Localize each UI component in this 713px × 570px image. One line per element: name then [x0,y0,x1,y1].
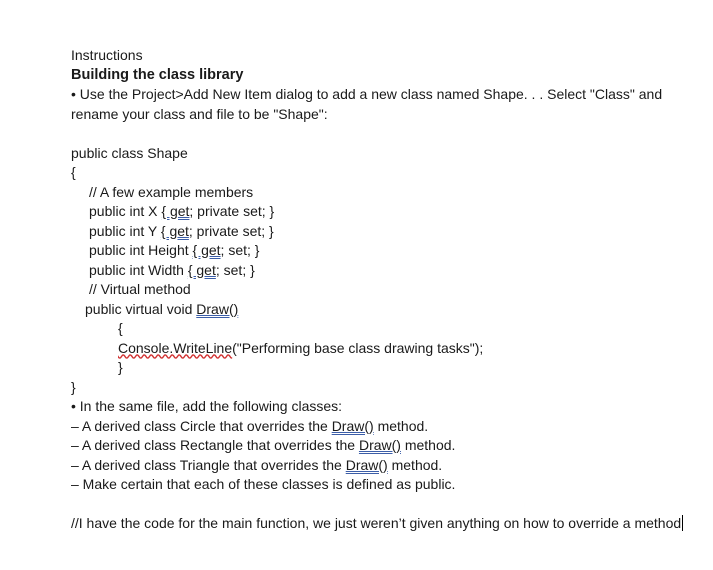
spelling-underline: { get [192,242,221,258]
code-text: public int Width [89,261,188,278]
code-text: ; set; } [215,261,255,278]
code-text: ; private set; } [188,222,274,239]
blank-line [71,495,691,515]
doc-title: Instructions [71,47,143,63]
code-text: ; set; } [220,242,260,258]
code-property-y [71,222,691,242]
instruction-bullet-1: • Use the Project>Add New Item dialog to add a new class named Shape. . . Select "Class" and rename your class and file to be "Shape": [71,86,663,122]
code-method-close-brace: } [118,359,123,375]
code-text: ("Performing base class drawing tasks"); [232,339,484,356]
spelling-underline: { get [161,203,190,219]
code-method-open-brace: { [118,320,123,336]
text-cursor [682,515,683,531]
spelling-underline: Draw() [345,456,388,473]
code-text: public int X [89,203,162,219]
list-text: – A derived class Triangle that overrides the [71,456,346,473]
code-comment-members: // A few example members [89,183,254,200]
section-heading: Building the class library [71,66,244,83]
list-text: – A derived class Circle that overrides the [71,417,332,434]
list-item [71,436,691,456]
code-console-writeline [71,339,691,359]
blank-line [71,124,691,144]
list-item [71,417,691,437]
list-text: – A derived class Rectangle that overrides the [71,437,359,453]
spelling-underline: { get [160,222,189,239]
document-body[interactable] [71,46,691,534]
code-block [71,144,691,398]
list-item [71,456,691,476]
code-property-x [71,202,691,222]
instruction-bullet-2: • In the same file, add the following classes: [71,398,343,414]
code-close-brace: } [71,378,76,395]
list-text: method. [400,437,456,453]
code-text: ; private set; } [189,203,275,219]
code-text: public int Y [89,222,161,239]
spelling-underline: { get [187,261,216,278]
code-class-declaration: public class Shape [71,144,188,161]
note-paragraph [71,514,691,534]
list-item: – Make certain that each of these classes is defined as public. [71,476,456,492]
code-text: public virtual void [85,300,197,317]
code-property-height [71,241,691,261]
code-method-declaration [71,300,691,320]
note-text: //I have the code for the main function, we just weren’t given anything on how to override a method [71,515,682,531]
list-text: method. [373,417,429,434]
spelling-underline: Draw() [358,437,401,453]
list-text: method. [387,456,443,473]
spelling-underline: Console.WriteLine [118,339,233,356]
spelling-underline: Draw() [331,417,374,434]
code-property-width [71,261,691,281]
code-open-brace: { [71,164,76,180]
code-text: public int Height [89,242,193,258]
spelling-underline: Draw() [196,300,239,317]
code-comment-virtual: // Virtual method [89,281,191,297]
